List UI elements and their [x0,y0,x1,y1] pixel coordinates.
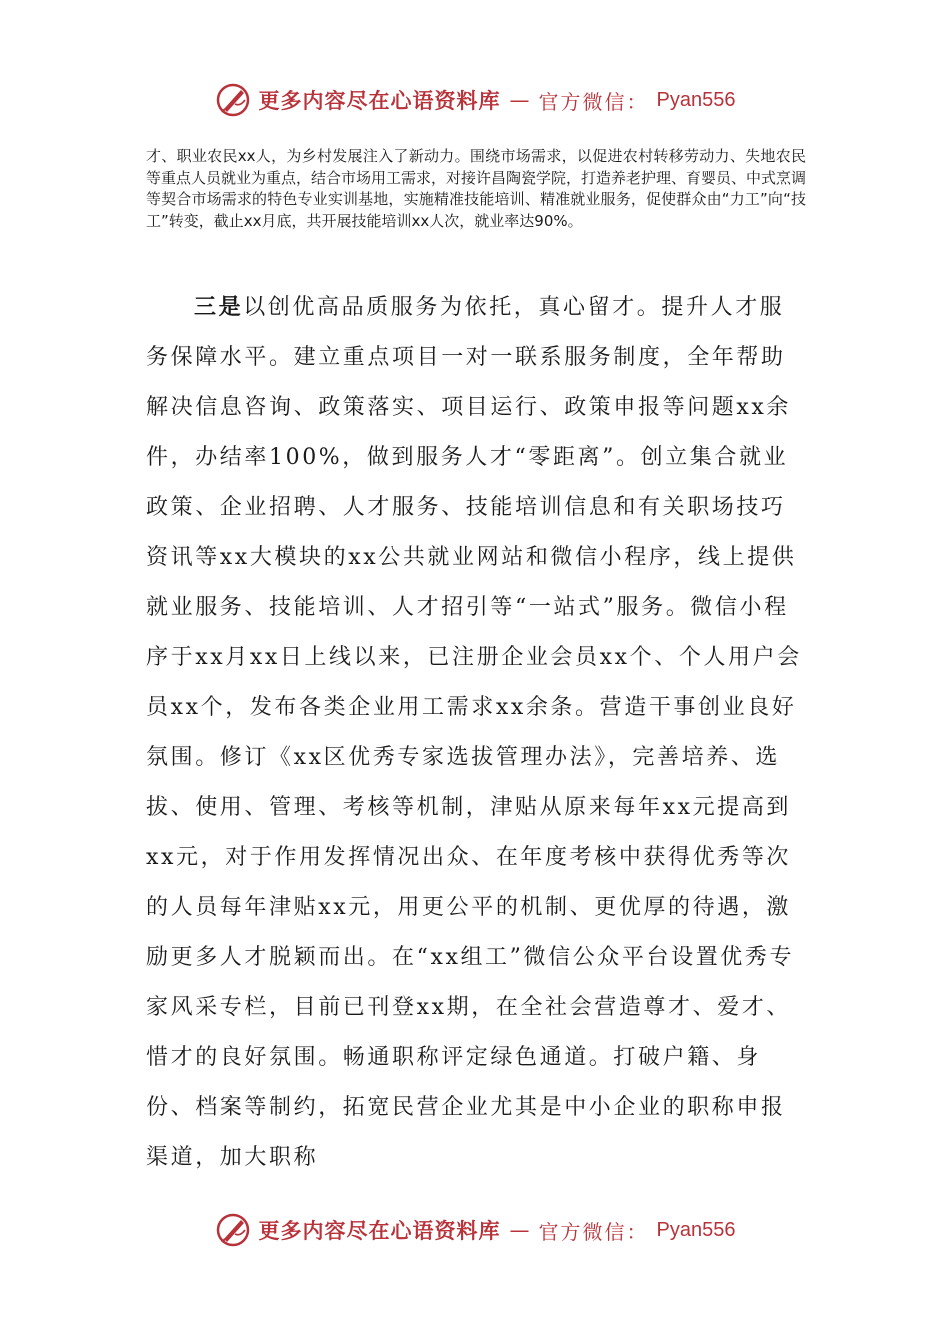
header-banner [0,80,950,120]
footer-brand: 更多内容尽在心语资料库 [258,1218,501,1243]
paragraph-lead: 三是 [194,294,244,320]
header-dash: — [509,88,530,112]
footer-banner [0,1210,950,1250]
header-wechat-id: Pyan556 [656,88,736,111]
header-official-label: 官方微信： [538,89,649,114]
paragraph-small: 才、职业农民xx人，为乡村发展注入了新动力。围绕市场需求，以促进农村转移劳动力、失地农民等重点人员就业为重点，结合市场用工需求，对接许昌陶瓷学院，打造养老护理、育婴员、中式烹调等契合市场需求的特色专业实训基地，实施精准技能培训、精准就业服务，促使群众由“力工”向“技工”转变，截止xx月底，共开展技能培训xx人次，就业率达90%。 [146,147,807,230]
footer-official-label: 官方微信： [538,1219,649,1244]
header-brand: 更多内容尽在心语资料库 [258,88,501,113]
quill-logo-icon [215,1212,251,1248]
paragraph-body-text: 以创优高品质服务为依托，真心留才。提升人才服务保障水平。建立重点项目一对一联系服务制度，全年帮助解决信息咨询、政策落实、项目运行、政策申报等问题xx余件，办结率100%，做到服务人才“零距离”。创立集合就业政策、企业招聘、人才服务、技能培训信息和有关职场技巧资讯等xx大模块的xx公共就业网站和微信小程序，线上提供就业服务、技能培训、人才招引等“一站式”服务。微信小程序于xx月xx日上线以来，已注册企业会员xx个、个人用户会员xx个，发布各类企业用工需求xx余条。营造干事创业良好氛围。修订《xx区优秀专家选拔管理办法》，完善培养、选拔、使用、管理、考核等机制，津贴从原来每年xx元提高到xx元，对于作用发挥情况出众、在年度考核中获得优秀等次的人员每年津贴xx元，用更公平的机制、更优厚的待遇，激励更多人才脱颖而出。在“xx组工”微信公众平台设置优秀专家风采专栏，目前已刊登xx期，在全社会营造尊才、爱才、惜才的良好氛围。畅通职称评定绿色通道。打破户籍、身份、档案等制约，拓宽民营企业尤其是中小企业的职称申报渠道，加大职称 [146,295,802,1170]
footer-wechat-id: Pyan556 [656,1218,736,1241]
quill-logo-icon [215,82,251,118]
footer-dash: — [509,1218,530,1242]
paragraph-main [146,282,808,1183]
